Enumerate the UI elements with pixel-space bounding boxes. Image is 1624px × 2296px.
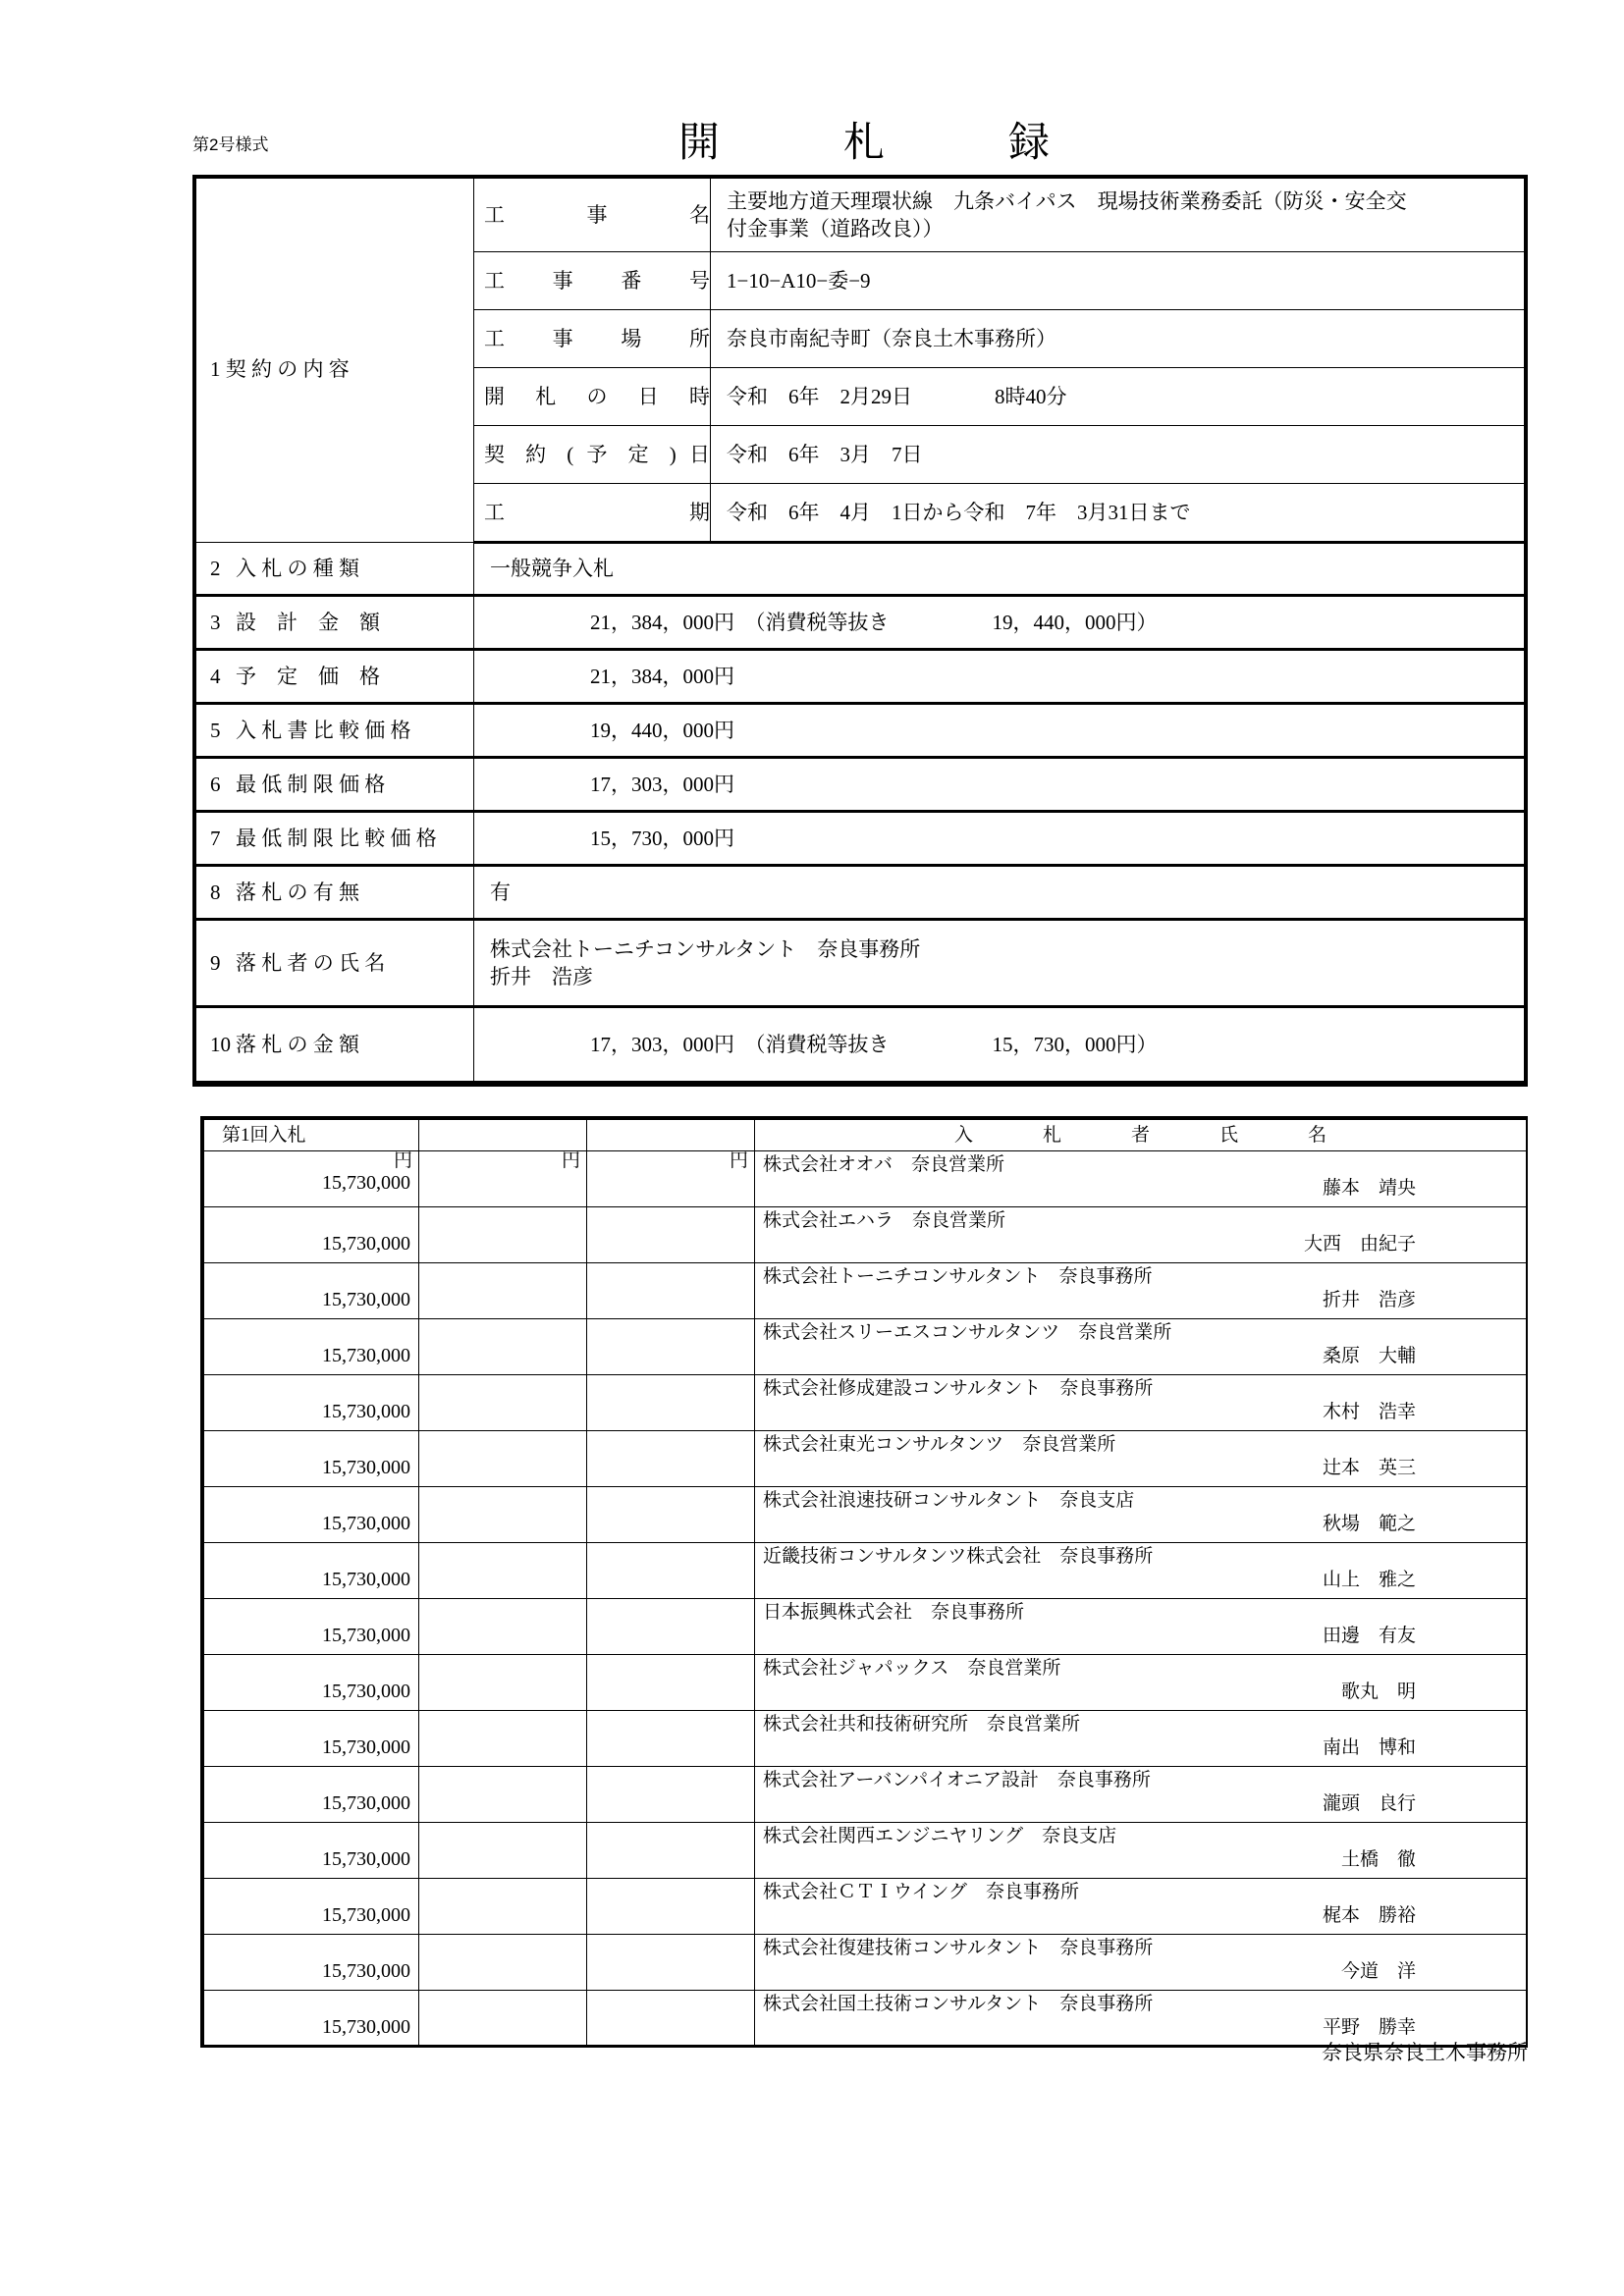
- bidder-person: 桑原 大輔: [1322, 1345, 1416, 1366]
- bid-col2: [419, 1151, 587, 1207]
- bidder-company: 株式会社復建技術コンサルタント 奈良事務所: [763, 1938, 1154, 1958]
- bidder-name-cell: [755, 1263, 1527, 1319]
- contract-section-label: 1 契 約 の 内 容: [196, 179, 474, 543]
- bid-amount-cell: [204, 1319, 419, 1375]
- table-row: [204, 1263, 1527, 1319]
- bid-amount-cell: [204, 1823, 419, 1879]
- table-row-winning-amount: [196, 1007, 1525, 1083]
- bid-amount-cell: [204, 1543, 419, 1599]
- bid-amount: 15,730,000: [322, 1513, 410, 1534]
- yen-symbol: 円: [393, 1150, 412, 1171]
- bid-amount-cell: [204, 1935, 419, 1991]
- bid-col2: [419, 1207, 587, 1263]
- row-value-work-name: 主要地方道天理環状線 九条バイパス 現場技術業務委託（防災・安全交 付金事業（道路改良））: [711, 179, 1525, 252]
- bid-col3: [587, 1263, 755, 1319]
- bidder-name-cell: [755, 1375, 1527, 1431]
- row-value-work-place: 奈良市南紀寺町（奈良土木事務所）: [711, 310, 1525, 368]
- bid-col2: [419, 1431, 587, 1487]
- bid-col3: [587, 1823, 755, 1879]
- row-value-work-period: 令和 6年 4月 1日から令和 7年 3月31日まで: [711, 484, 1525, 543]
- item-value-bid-type: 一般競争入札: [474, 543, 1525, 596]
- bid-col3: [587, 1151, 755, 1207]
- bid-amount: 15,730,000: [322, 1457, 410, 1478]
- bid-col2: [419, 1935, 587, 1991]
- table-row: [204, 1375, 1527, 1431]
- bidder-name-cell: [755, 1207, 1527, 1263]
- bidder-company: 株式会社修成建設コンサルタント 奈良事務所: [763, 1378, 1154, 1399]
- row-label-work-number: 工 事 番 号: [474, 252, 711, 310]
- bid-col2: [419, 1655, 587, 1711]
- bid-amount-cell: [204, 1711, 419, 1767]
- bid-col2: [419, 1767, 587, 1823]
- table-row-minimum-comparison-price: [196, 812, 1525, 866]
- bid-amount: 15,730,000: [322, 1171, 410, 1194]
- bid-amount: 15,730,000: [322, 1904, 410, 1926]
- bid-col3: [587, 1711, 755, 1767]
- bidder-person: 土橋 徹: [1340, 1848, 1416, 1870]
- bidder-company: 株式会社東光コンサルタンツ 奈良営業所: [763, 1434, 1116, 1455]
- bidder-company: 株式会社関西エンジニヤリング 奈良支店: [763, 1826, 1117, 1846]
- bid-col2: [419, 1487, 587, 1543]
- bid-col2: [419, 1711, 587, 1767]
- bidder-person: 山上 雅之: [1322, 1569, 1416, 1590]
- bidder-person: 南出 博和: [1322, 1736, 1416, 1758]
- item-value-minimum-comparison-price: 15，730，000円: [474, 812, 1525, 866]
- bid-col3: [587, 1991, 755, 2047]
- bidder-name-cell: [755, 1151, 1527, 1207]
- item-value-winning-amount: 17，303，000円 （消費税等抜き 15，730，000円）: [474, 1007, 1525, 1083]
- table-row-design-amount: [196, 596, 1525, 650]
- bid-col2: [419, 1991, 587, 2047]
- bidder-name-cell: [755, 1543, 1527, 1599]
- bid-amount: 15,730,000: [322, 1736, 410, 1758]
- bidder-person: 秋場 範之: [1322, 1513, 1416, 1534]
- bidder-name-cell: [755, 1431, 1527, 1487]
- table-row: [204, 1879, 1527, 1935]
- item-label-planned-price: 4 予 定 価 格: [196, 650, 474, 704]
- table-row: [204, 1487, 1527, 1543]
- table-row-minimum-price: [196, 758, 1525, 812]
- table-row: [204, 1711, 1527, 1767]
- bid-col3: [587, 1655, 755, 1711]
- bid-amount-cell: [204, 1151, 419, 1207]
- row-value-work-number: 1−10−A10−委−9: [711, 252, 1525, 310]
- bidder-name-cell: [755, 1319, 1527, 1375]
- bid-amount-cell: [204, 1487, 419, 1543]
- table-row: [204, 1543, 1527, 1599]
- bidder-person: 田邊 有友: [1322, 1625, 1416, 1646]
- bid-col2: [419, 1375, 587, 1431]
- table-row-bid-comparison-price: [196, 704, 1525, 758]
- bidder-name-cell: [755, 1487, 1527, 1543]
- table-row: [204, 1599, 1527, 1655]
- row-value-contract-date: 令和 6年 3月 7日: [711, 426, 1525, 484]
- bidder-person: 辻本 英三: [1322, 1457, 1416, 1478]
- bid-amount-cell: [204, 1991, 419, 2047]
- bidder-name-cell: [755, 1599, 1527, 1655]
- bid-col3: [587, 1599, 755, 1655]
- bid-amount-cell: [204, 1767, 419, 1823]
- bidder-person: 歌丸 明: [1340, 1681, 1416, 1702]
- yen-symbol: 円: [729, 1150, 748, 1171]
- bidder-person: 梶本 勝裕: [1322, 1904, 1416, 1926]
- bidder-name-cell: [755, 1823, 1527, 1879]
- bid-amount: 15,730,000: [322, 1401, 410, 1422]
- bid-amount-cell: [204, 1599, 419, 1655]
- table-row: [204, 1151, 1527, 1207]
- bidder-company: 株式会社浪速技研コンサルタント 奈良支店: [763, 1490, 1135, 1511]
- bidder-company: 株式会社国土技術コンサルタント 奈良事務所: [763, 1994, 1154, 2014]
- bid-col3: [587, 1207, 755, 1263]
- bidder-company: 株式会社スリーエスコンサルタンツ 奈良営業所: [763, 1322, 1172, 1343]
- bid-col3: [587, 1543, 755, 1599]
- item-value-award-exists: 有: [474, 866, 1525, 920]
- table-row: [204, 1823, 1527, 1879]
- main-info-table: [195, 178, 1525, 1084]
- bid-amount: 15,730,000: [322, 1792, 410, 1814]
- bidder-company: 日本振興株式会社 奈良事務所: [763, 1602, 1025, 1623]
- table-row: [204, 1935, 1527, 1991]
- bid-amount: 15,730,000: [322, 1625, 410, 1646]
- bidder-person: 今道 洋: [1340, 1960, 1416, 1982]
- bidder-person: 平野 勝幸: [1322, 2016, 1416, 2038]
- bidder-person: 瀧頭 良行: [1322, 1792, 1416, 1814]
- main-info-frame: [192, 175, 1528, 1087]
- table-row-award-exists: [196, 866, 1525, 920]
- bidders-frame: [200, 1116, 1528, 2048]
- bidder-company: 株式会社エハラ 奈良営業所: [763, 1210, 1006, 1231]
- row-label-work-period: 工 期: [474, 484, 711, 543]
- bid-col3: [587, 1319, 755, 1375]
- bid-amount: 15,730,000: [322, 2016, 410, 2038]
- bidder-name-cell: [755, 1655, 1527, 1711]
- table-row-bid-type: [196, 543, 1525, 596]
- bid-col3: [587, 1375, 755, 1431]
- row-value-bid-opening-datetime: 令和 6年 2月29日 8時40分: [711, 368, 1525, 426]
- bid-amount: 15,730,000: [322, 1848, 410, 1870]
- bidder-name-cell: [755, 1711, 1527, 1767]
- item-label-bid-comparison-price: 5 入 札 書 比 較 価 格: [196, 704, 474, 758]
- bid-col2: [419, 1599, 587, 1655]
- bidder-name-cell: [755, 1879, 1527, 1935]
- item-label-design-amount: 3 設 計 金 額: [196, 596, 474, 650]
- item-value-planned-price: 21，384，000円: [474, 650, 1525, 704]
- bid-amount-cell: [204, 1263, 419, 1319]
- bid-amount: 15,730,000: [322, 1345, 410, 1366]
- table-row: [204, 1319, 1527, 1375]
- row-label-bid-opening-datetime: 開 札 の 日 時: [474, 368, 711, 426]
- table-row-winner-name: [196, 920, 1525, 1007]
- table-row: [204, 1767, 1527, 1823]
- bid-col3: [587, 1487, 755, 1543]
- bidder-person: 折井 浩彦: [1322, 1289, 1416, 1310]
- header-col-2: [419, 1120, 587, 1151]
- bid-amount: 15,730,000: [322, 1681, 410, 1702]
- item-value-winner-name: [474, 920, 1525, 1007]
- bidder-company: 近畿技術コンサルタンツ株式会社 奈良事務所: [763, 1546, 1154, 1567]
- yen-symbol: 円: [561, 1150, 580, 1171]
- item-label-minimum-price: 6 最 低 制 限 価 格: [196, 758, 474, 812]
- table-row: [204, 1431, 1527, 1487]
- bid-col2: [419, 1319, 587, 1375]
- bidder-person: 大西 由紀子: [1303, 1233, 1416, 1255]
- bid-col3: [587, 1431, 755, 1487]
- bidders-name-header: 入 札 者 氏 名: [755, 1120, 1527, 1151]
- bidder-company: 株式会社共和技術研究所 奈良営業所: [763, 1714, 1081, 1735]
- bid-col2: [419, 1879, 587, 1935]
- bidders-header-row: [204, 1120, 1527, 1151]
- bid-amount-cell: [204, 1207, 419, 1263]
- bidder-company: 株式会社トーニチコンサルタント 奈良事務所: [763, 1266, 1153, 1287]
- bidder-company: 株式会社オオバ 奈良営業所: [763, 1154, 1005, 1175]
- header-col-3: [587, 1120, 755, 1151]
- table-row: [204, 1207, 1527, 1263]
- item-label-bid-type: 2 入 札 の 種 類: [196, 543, 474, 596]
- bid-col3: [587, 1767, 755, 1823]
- bidder-name-cell: [755, 1935, 1527, 1991]
- table-row-planned-price: [196, 650, 1525, 704]
- bid-amount: 15,730,000: [322, 1233, 410, 1255]
- item-label-winner-name: 9 落 札 者 の 氏 名: [196, 920, 474, 1007]
- bidders-table: [203, 1119, 1527, 2048]
- bid-col2: [419, 1543, 587, 1599]
- item-label-award-exists: 8 落 札 の 有 無: [196, 866, 474, 920]
- row-label-work-place: 工 事 場 所: [474, 310, 711, 368]
- table-row: [204, 1655, 1527, 1711]
- bid-col3: [587, 1879, 755, 1935]
- bid-amount-cell: [204, 1431, 419, 1487]
- item-label-winning-amount: 10 落 札 の 金 額: [196, 1007, 474, 1083]
- item-value-bid-comparison-price: 19，440，000円: [474, 704, 1525, 758]
- bidder-person: 藤本 靖央: [1322, 1177, 1416, 1199]
- bid-amount-cell: [204, 1375, 419, 1431]
- document-title: 開 札 録: [677, 121, 1091, 166]
- bidder-company: 株式会社ジャパックス 奈良営業所: [763, 1658, 1061, 1679]
- bid-amount: 15,730,000: [322, 1289, 410, 1310]
- bidder-company: 株式会社アーバンパイオニア設計 奈良事務所: [763, 1770, 1151, 1790]
- row-label-work-name: 工 事 名: [474, 179, 711, 252]
- item-label-minimum-comparison-price: 7 最 低 制 限 比 較 価 格: [196, 812, 474, 866]
- bidder-person: 木村 浩幸: [1322, 1401, 1416, 1422]
- footer-office: 奈良県奈良土木事務所: [1322, 2041, 1528, 2064]
- bid-col3: [587, 1935, 755, 1991]
- bid-amount-cell: [204, 1879, 419, 1935]
- bidder-company: 株式会社ＣＴＩウイング 奈良事務所: [763, 1882, 1080, 1902]
- table-row-work-name: [196, 179, 1525, 252]
- bidder-name-cell: [755, 1767, 1527, 1823]
- bid-col2: [419, 1263, 587, 1319]
- item-value-minimum-price: 17，303，000円: [474, 758, 1525, 812]
- winner-company: 株式会社トーニチコンサルタント 奈良事務所: [490, 936, 921, 961]
- bid-amount: 15,730,000: [322, 1960, 410, 1982]
- bid-amount: 15,730,000: [322, 1569, 410, 1590]
- bid-col2: [419, 1823, 587, 1879]
- form-number: 第2号様式: [192, 135, 269, 154]
- row-label-contract-date: 契 約 ( 予 定 ) 日: [474, 426, 711, 484]
- round-label: 第1回入札: [204, 1120, 419, 1151]
- bid-amount-cell: [204, 1655, 419, 1711]
- item-value-design-amount: 21，384，000円 （消費税等抜き 19，440，000円）: [474, 596, 1525, 650]
- winner-person: 折井 浩彦: [490, 965, 593, 988]
